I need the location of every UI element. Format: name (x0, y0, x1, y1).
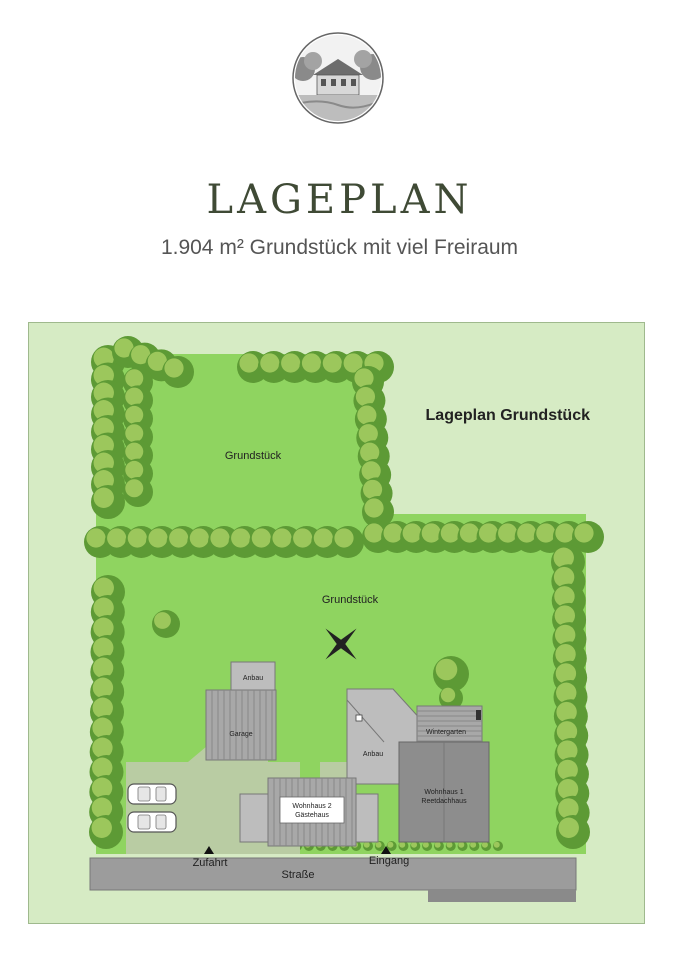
tree-highlight (239, 353, 258, 372)
tree-highlight (281, 353, 300, 372)
label-wohnhaus2-line2: Gästehaus (295, 812, 329, 819)
tree-highlight (435, 842, 441, 848)
tree-highlight (482, 842, 488, 848)
site-plan-drawing (28, 322, 645, 924)
tree-highlight (387, 842, 393, 848)
site-plan (28, 322, 645, 924)
tree-highlight (93, 658, 113, 678)
tree-highlight (334, 528, 353, 547)
tree-highlight (470, 842, 476, 848)
tree-highlight (128, 528, 147, 547)
tree-highlight (458, 842, 464, 848)
tree-highlight (460, 523, 479, 542)
tree-highlight (555, 523, 574, 542)
label-anbau-main: Anbau (362, 751, 384, 758)
tree-highlight (125, 369, 143, 387)
tree-highlight (93, 618, 113, 638)
tree-highlight (441, 688, 455, 702)
page-title: LAGEPLAN (206, 176, 473, 223)
label-eingang: Eingang (368, 855, 410, 867)
tree-highlight (210, 528, 229, 547)
tree-highlight (364, 498, 383, 517)
wintergarten-building (417, 706, 482, 742)
tree-highlight (92, 798, 112, 818)
tree-highlight (411, 842, 417, 848)
tree-highlight (422, 523, 441, 542)
tree-highlight (574, 523, 593, 542)
tree-highlight (169, 528, 188, 547)
tree-highlight (446, 842, 452, 848)
tree-highlight (272, 528, 291, 547)
tree-highlight (92, 718, 112, 738)
label-garage: Garage (229, 731, 253, 738)
tree-highlight (125, 479, 143, 497)
tree-highlight (559, 818, 579, 838)
tree-highlight (441, 523, 460, 542)
tree-highlight (231, 528, 250, 547)
tree-highlight (517, 523, 536, 542)
tree-highlight (92, 738, 112, 758)
tree-highlight (399, 842, 405, 848)
plan-heading: Lageplan Grundstück (425, 407, 590, 424)
tree-highlight (190, 528, 209, 547)
tree-highlight (498, 523, 517, 542)
tree-highlight (383, 523, 402, 542)
area-label-plot-north: Grundstück (224, 450, 282, 462)
label-zufahrt: Zufahrt (192, 857, 228, 869)
tree-highlight (154, 612, 171, 629)
tree-highlight (93, 598, 113, 618)
label-wintergarten: Wintergarten (425, 729, 467, 736)
tree-highlight (494, 842, 500, 848)
tree-highlight (252, 528, 271, 547)
tree-highlight (92, 818, 112, 838)
small-window-icon (356, 715, 362, 721)
page-subtitle: 1.904 m² Grundstück mit viel Freiraum (160, 236, 519, 259)
tree-highlight (94, 488, 114, 508)
label-anbau-garage: Anbau (242, 675, 264, 682)
tree-highlight (436, 659, 458, 681)
tree-highlight (376, 842, 382, 848)
parked-car-icon (128, 784, 176, 804)
tree-highlight (164, 358, 183, 377)
area-label-plot-main: Grundstück (321, 594, 379, 606)
parked-car-icon (128, 812, 176, 832)
street-curb (428, 890, 576, 902)
tree-highlight (92, 778, 112, 798)
tree-highlight (93, 678, 113, 698)
logo-medallion (291, 31, 385, 125)
label-wohnhaus2-line1: Wohnhaus 2 (292, 803, 332, 810)
tree-highlight (93, 698, 113, 718)
tree-highlight (107, 528, 126, 547)
tree-highlight (536, 523, 555, 542)
tree-highlight (93, 638, 113, 658)
tree-highlight (125, 388, 143, 406)
tree-highlight (364, 523, 383, 542)
label-wohnhaus1-line1: Wohnhaus 1 (424, 789, 464, 796)
tree-highlight (479, 523, 498, 542)
tree-highlight (260, 353, 279, 372)
tree-highlight (94, 578, 114, 598)
tree-highlight (125, 406, 143, 424)
tree-highlight (92, 758, 112, 778)
garage-building (206, 690, 276, 760)
tree-highlight (125, 424, 143, 442)
tree-highlight (125, 443, 143, 461)
tree-highlight (86, 528, 105, 547)
tree-highlight (364, 842, 370, 848)
label-wohnhaus1-line2: Reetdachhaus (421, 798, 467, 805)
tree-highlight (125, 461, 143, 479)
tree-highlight (293, 528, 312, 547)
tree-highlight (323, 353, 342, 372)
tree-highlight (302, 353, 321, 372)
tree-highlight (403, 523, 422, 542)
street-road (90, 858, 576, 890)
tree-highlight (423, 842, 429, 848)
tree-highlight (314, 528, 333, 547)
tree-highlight (148, 528, 167, 547)
label-strasse: Straße (281, 869, 315, 881)
